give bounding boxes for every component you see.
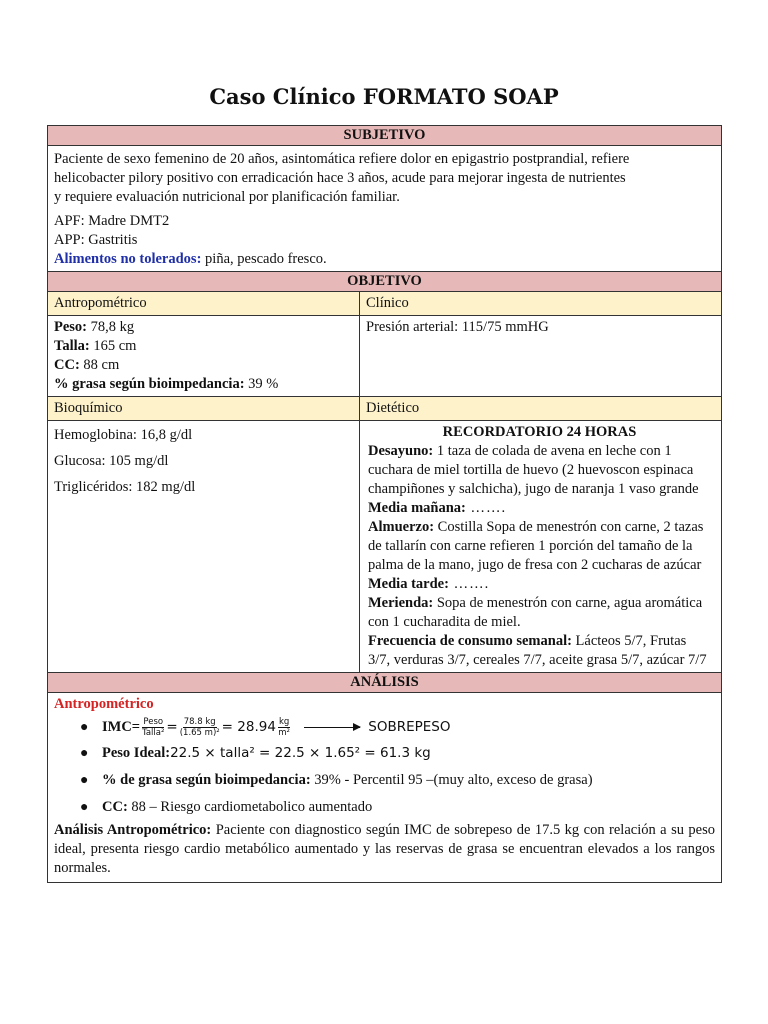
- frecuencia-label: Frecuencia de consumo semanal:: [368, 633, 572, 649]
- imc-result: = 28.94: [221, 718, 276, 735]
- peso-ideal-formula: 22.5 × talla² = 22.5 × 1.65² = 61.3 kg: [170, 745, 431, 761]
- analisis-cell: [48, 693, 722, 883]
- imc-fraction-1: $\frac{\text{Peso}}{\text{Talla²}}$: [142, 716, 165, 738]
- desayuno-text: 1 taza de colada de avena en leche con 1 cuchara de miel tortilla de huevo (2 huevoscon espinaca champiñones y salchicha), jugo de naranja 1 vaso grande: [368, 443, 699, 497]
- desayuno-label: Desayuno:: [368, 443, 434, 459]
- analisis-grasa-text: 39% - Percentil 95 –(muy alto, exceso de grasa): [310, 772, 593, 788]
- clinico-subheader: Clínico: [360, 292, 722, 316]
- subjetivo-line-1: Paciente de sexo femenino de 20 años, asintomática refiere dolor en epigastrio postprandial, refiere: [54, 151, 630, 167]
- cc-label: CC:: [54, 357, 80, 373]
- media-tarde-line: [368, 575, 711, 594]
- clinico-cell: [360, 316, 722, 397]
- imc-label: IMC=: [102, 718, 141, 735]
- recordatorio-title: RECORDATORIO 24 HORAS: [442, 424, 637, 440]
- antropometrico-subheader: Antropométrico: [48, 292, 360, 316]
- subjetivo-header: SUBJETIVO: [48, 126, 722, 146]
- objetivo-header: OBJETIVO: [48, 272, 722, 292]
- peso-ideal-bullet: [80, 740, 715, 767]
- peso-line: [54, 318, 353, 337]
- document-title: Caso Clínico FORMATO SOAP: [209, 84, 559, 109]
- imc-unit-fraction: $\frac{kg}{\text{m²}}$: [278, 716, 290, 738]
- no-tolerados-line: [54, 250, 715, 269]
- antropometrico-cell: [48, 316, 360, 397]
- analisis-row: [48, 693, 722, 883]
- analisis-conclusion: [54, 821, 715, 878]
- hemoglobina-text: Hemoglobina: 16,8 g/dl: [54, 427, 193, 443]
- soap-table: [47, 125, 722, 883]
- subjetivo-line-2: helicobacter pilory positivo con erradicación hace 3 años, acude para mejorar ingesta de nutrientes: [54, 170, 626, 186]
- conclusion-text: Paciente con diagnostico según IMC de sobrepeso de 17.5 kg con relación a su peso ideal, presenta riesgo cardio metabólico aumentado y las reservas de grasa se encuentran elevados a los rangos normales.: [54, 822, 716, 876]
- bullet-dot-icon: ●: [80, 800, 89, 815]
- merienda-line: [368, 594, 711, 632]
- media-manana-line: [368, 499, 711, 518]
- bullet-dot-icon: ●: [80, 719, 89, 735]
- imc-fraction-2: $\frac{78.8 kg}{\text{(1.65 m)²}}$: [179, 716, 220, 738]
- media-tarde-text: …….: [448, 576, 490, 592]
- subjetivo-row: [48, 146, 722, 272]
- grasa-line: [54, 375, 353, 394]
- bioquimico-subheader: Bioquímico: [48, 397, 360, 421]
- analisis-cc-text: 88 – Riesgo cardiometabolico aumentado: [127, 799, 373, 815]
- talla-label: Talla:: [54, 338, 90, 354]
- talla-line: [54, 337, 353, 356]
- peso-value: 78,8 kg: [87, 319, 135, 335]
- bioquimico-cell: [48, 421, 360, 673]
- glucosa-text: Glucosa: 105 mg/dl: [54, 453, 169, 469]
- almuerzo-label: Almuerzo:: [368, 519, 435, 535]
- almuerzo-line: [368, 518, 711, 575]
- app-text: APP: Gastritis: [54, 232, 138, 248]
- arrow-right-icon: [304, 727, 360, 728]
- media-tarde-label: Media tarde:: [368, 576, 449, 592]
- bioquimico-row: [48, 421, 722, 673]
- presion-text: Presión arterial: 115/75 mmHG: [366, 319, 549, 335]
- merienda-text: Sopa de menestrón con carne, agua aromática con 1 cucharadita de miel.: [368, 595, 703, 630]
- frecuencia-text: Lácteos 5/7, Frutas 3/7, verduras 3/7, cereales 7/7, aceite grasa 5/7, azúcar 7/7: [368, 633, 707, 668]
- analisis-grasa-label: % de grasa según bioimpedancia:: [102, 772, 311, 788]
- media-manana-label: Media mañana:: [368, 500, 466, 516]
- conclusion-label: Análisis Antropométrico:: [54, 822, 212, 838]
- bullet-dot-icon: ●: [80, 773, 89, 788]
- desayuno-line: [368, 442, 711, 499]
- talla-value: 165 cm: [89, 338, 137, 354]
- apf-text: APF: Madre DMT2: [54, 213, 170, 229]
- bullet-dot-icon: ●: [80, 746, 89, 761]
- subjetivo-header-row: [48, 126, 722, 146]
- no-tolerados-label: Alimentos no tolerados:: [54, 251, 202, 267]
- objetivo-header-row: [48, 272, 722, 292]
- cc-line: [54, 356, 353, 375]
- grasa-value: 39 %: [244, 376, 279, 392]
- objetivo-subheader-row: [48, 292, 722, 316]
- no-tolerados-value: piña, pescado fresco.: [201, 251, 327, 267]
- antropometrico-row: [48, 316, 722, 397]
- analisis-cc-label: CC:: [102, 799, 128, 815]
- analisis-header-row: [48, 673, 722, 693]
- cc-bullet: [80, 794, 715, 821]
- dietetico-cell: [360, 421, 722, 673]
- subjetivo-cell: [48, 146, 722, 272]
- almuerzo-text: Costilla Sopa de menestrón con carne, 2 tazas de tallarín con carne refieren 1 porción del tamaño de la palma de la mano, jugo de fresa con 2 cucharas de azúcar: [368, 519, 704, 573]
- media-manana-text: …….: [465, 500, 507, 516]
- imc-outcome: SOBREPESO: [368, 718, 451, 735]
- trigliceridos-text: Triglicéridos: 182 mg/dl: [54, 479, 196, 495]
- grasa-label: % grasa según bioimpedancia:: [54, 376, 245, 392]
- dietetico-subheader: Dietético: [360, 397, 722, 421]
- analisis-antropometrico-title: Antropométrico: [54, 696, 154, 712]
- frecuencia-line: [368, 632, 711, 670]
- analisis-header: ANÁLISIS: [48, 673, 722, 693]
- subjetivo-line-3: y requiere evaluación nutricional por planificación familiar.: [54, 189, 400, 205]
- cc-value: 88 cm: [79, 357, 120, 373]
- imc-bullet: ● IMC= $\frac{\text{Peso}}{\text{Talla²}}$ = $\frac{78.8 kg}{\text{(1.65 m)²}}$ = 28.94 $\frac{kg}{\text{m²}}$ SOBREPESO: [80, 716, 451, 738]
- merienda-label: Merienda:: [368, 595, 434, 611]
- grasa-bullet: [80, 767, 715, 794]
- bioquimico-subheader-row: [48, 397, 722, 421]
- peso-ideal-label: Peso Ideal:: [102, 745, 171, 761]
- peso-label: Peso:: [54, 319, 88, 335]
